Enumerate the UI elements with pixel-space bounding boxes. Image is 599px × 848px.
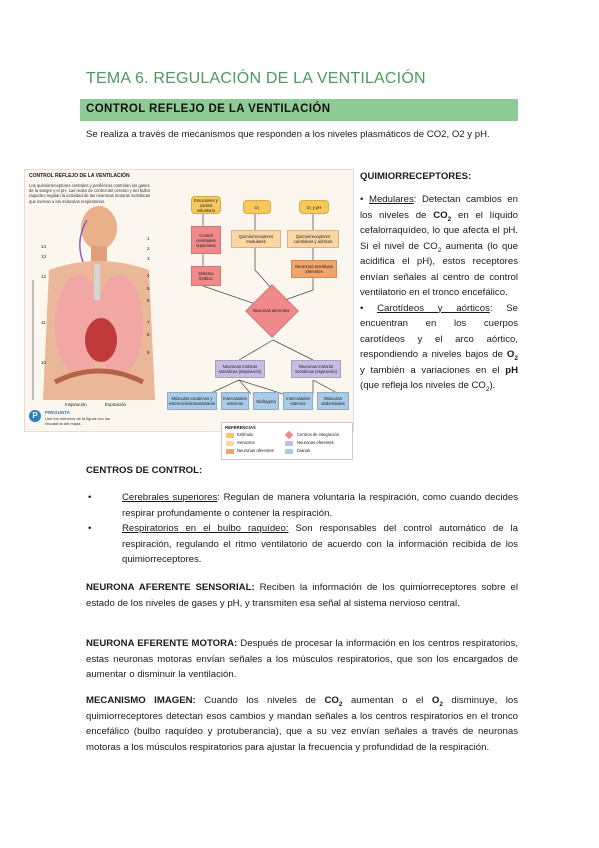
figure-legend <box>221 422 353 460</box>
centros-item-1-text: : Regulan de manera voluntaria la respiración, como cuando decides respirar profundamente o contener la respiración. <box>122 492 519 519</box>
page-title: TEMA 6. REGULACIÓN DE LA VENTILACIÓN <box>86 70 426 87</box>
quimio-heading: QUIMIORRECEPTORES: <box>360 171 472 182</box>
bullet: • <box>88 523 92 534</box>
carot-text-2: y también a variaciones en el <box>360 364 506 376</box>
label-13: 13 <box>41 254 47 259</box>
figure-title: CONTROL REFLEJO DE LA VENTILACIÓN <box>29 173 130 179</box>
mecanismo-t1: Cuando los niveles de <box>195 695 325 706</box>
centros-item-2-text: Son responsables del control automático de la respiración, regulando el ritmo ventilatorio de acuerdo con la información recibida de los quimiorreceptores. <box>122 523 518 565</box>
mecanismo-co2 <box>324 695 342 706</box>
co2-sub: 2 <box>447 215 452 223</box>
target-box-5: Músculos abdominales <box>317 392 349 410</box>
mecanismo-o2-text: O <box>431 695 440 706</box>
carot-text-4: ). <box>489 380 496 391</box>
label-4: 4 <box>147 273 150 278</box>
label-9: 9 <box>147 350 150 355</box>
legend-item-5: Neuronas eferentes <box>297 440 334 445</box>
efferent-expiration-box: Neuronas motoras somáticas (espiración) <box>291 360 341 378</box>
target-box-1: Músculos escalenos y esternocleidomastoideos <box>167 392 217 410</box>
mecanismo-o2-sub: 2 <box>439 700 443 708</box>
co2-sub-3: 2 <box>485 385 490 393</box>
ventilation-control-figure <box>24 169 354 453</box>
centros-item-2 <box>88 521 518 568</box>
limbic-system-box: Sistema límbico <box>191 266 221 286</box>
sensory-neurons-box: Neuronas sensitivas aferentes <box>291 260 337 278</box>
peripheral-chemoreceptors-box: Quimiorreceptores carotídeos y aórticos <box>287 230 339 248</box>
pregunta-title: PREGUNTA <box>45 410 70 415</box>
efferent-label: NEURONA EFERENTE MOTORA: <box>86 638 238 649</box>
centros-item-1-label: Cerebrales superiores <box>122 492 218 503</box>
o2-text: O <box>506 349 515 360</box>
ph-text: pH <box>505 364 518 376</box>
quimio-text <box>360 192 518 394</box>
mecanismo-t2: aumentan o el <box>342 695 432 706</box>
legend-item-3: Neuronas aferentes <box>237 448 274 453</box>
mecanismo-label: MECANISMO IMAGEN: <box>86 695 196 706</box>
legend-swatch-stimulus <box>226 433 234 438</box>
target-box-2: Intercostales externos <box>221 392 249 410</box>
legend-swatch-efferent <box>285 441 293 446</box>
integration-label: Neuronas aferentes <box>252 307 290 313</box>
legend-item-2: Sensores <box>237 440 255 445</box>
pregunta-icon: P <box>29 410 41 422</box>
legend-item-4: Centros de integración <box>297 432 340 437</box>
medulares-text-3: aumenta (lo que acidifica el pH), estos receptores envían señales al centro de control ventilatorio en el tronco encefálico. <box>360 240 519 298</box>
efferent-text: Después de procesar la información en los centros respiratorios, estas neuronas motoras envían señales a los músculos respiratorios, que son los encargados de aumentar o disminuir la ventilación. <box>86 638 518 680</box>
stimulus-o2: O₂ <box>243 200 271 214</box>
bullet: • <box>360 302 378 314</box>
medulares-text-1: : Detectan cambios en los niveles de <box>360 194 518 221</box>
label-8: 8 <box>147 332 150 337</box>
centros-item-2-body <box>104 521 518 568</box>
target-box-4: Intercostales internos <box>283 392 313 410</box>
bullet: • <box>360 194 369 205</box>
stimulus-o2-ph: O₂ y pH <box>299 200 329 214</box>
section-title: CONTROL REFLEJO DE LA VENTILACIÓN <box>86 103 331 115</box>
o2-sub: 2 <box>514 354 518 362</box>
carot-text-1: : Se encuentran en los cuerpos carotídeos y el arco aórtico, respondiendo a niveles bajos de <box>360 302 518 360</box>
carot-text-3: (que refleja los niveles de CO <box>360 380 486 391</box>
label-12: 12 <box>41 274 47 279</box>
label-1: 1 <box>147 236 150 241</box>
co2-text: CO <box>433 209 448 221</box>
carot-label: Carotídeos y aórticos <box>377 302 490 314</box>
mecanismo-co2-sub: 2 <box>338 700 343 708</box>
mecanismo-o2 <box>432 695 443 706</box>
central-chemoreceptors-box: Quimiorreceptores medulares <box>231 230 281 248</box>
afferent-paragraph <box>86 580 518 611</box>
quimio-carotideos <box>360 301 518 394</box>
legend-swatch-integration <box>285 431 293 439</box>
co2-sub-2: 2 <box>437 246 442 254</box>
afferent-label: NEURONA AFERENTE SENSORIAL: <box>86 582 255 593</box>
legend-swatch-targets <box>285 449 293 454</box>
intro-paragraph: Se realiza a través de mecanismos que responden a los niveles plasmáticos de CO2, O2 y pH. <box>86 129 490 140</box>
centros-item-1 <box>88 490 519 521</box>
figure-caption: Los quimiorreceptores centrales y periféricos controlan los gases de la sangre y el pH. Las redes de control del cerebro y del bulbo raquídeo regulan la actividad de las neuronas motoras somáticas que inervan a los músculos respiratorios. <box>29 183 151 204</box>
mecanismo-t3: disminuye, los quimiorreceptores detectan esos cambios y mandan señales a los centros respiratorios en el tronco encefálico (bulbo raquídeo y protuberancia), que a su vez envían señales a través de neuronas motoras a los músculos respiratorios para ajustar la frecuencia y profundidad de la respiración. <box>86 695 518 753</box>
medulares-label: Medulares <box>368 194 414 205</box>
mecanismo-paragraph <box>86 693 518 755</box>
legend-item-1: Estímulo <box>237 432 254 437</box>
legend-swatch-sensors <box>226 441 234 446</box>
centros-item-1-body <box>104 490 518 521</box>
legend-swatch-afferent <box>226 449 234 454</box>
section-header-bar <box>80 99 518 121</box>
quimio-medulares <box>360 192 518 301</box>
medulares-text-2: en el líquido cefalorraquídeo, lo que afecta el pH. Si el nivel de CO <box>360 209 518 252</box>
label-10: 10 <box>41 360 47 365</box>
label-11: 11 <box>41 320 46 325</box>
label-14: 14 <box>41 244 47 249</box>
efferent-inspiration-box: Neuronas motoras somáticas (inspiración) <box>215 360 265 378</box>
label-6: 6 <box>147 298 150 303</box>
stimulus-emotions: Emociones y control voluntario <box>191 196 221 214</box>
pregunta-text: Une los números de la figura con los recuadros del mapa. <box>45 416 110 426</box>
target-box-3: Diafragma <box>253 392 279 410</box>
bullet: • <box>88 492 92 503</box>
anatomy-illustration <box>27 200 177 410</box>
expiration-label: Espiración <box>105 402 127 407</box>
legend-item-6: Dianas <box>297 448 311 453</box>
label-2: 2 <box>147 246 150 251</box>
label-5: 5 <box>147 286 150 291</box>
efferent-paragraph <box>86 636 518 683</box>
inspiration-label: Inspiración <box>65 402 87 407</box>
o2-symbol <box>507 349 518 360</box>
mecanismo-co2-text: CO <box>324 695 339 706</box>
label-3: 3 <box>147 256 150 261</box>
centros-heading: CENTROS DE CONTROL: <box>86 465 203 476</box>
legend-title: REFERENCIAS <box>225 425 256 430</box>
afferent-text: Reciben la información de los quimiorreceptores sobre el estado de los niveles de gases y pH, y transmiten esa señal al sistema nervioso central. <box>86 582 518 609</box>
co2-symbol <box>433 210 451 221</box>
higher-centers-box: Control cerebrales superiores <box>191 226 221 254</box>
centros-item-2-label: Respiratorios en el bulbo raquídeo: <box>122 523 289 534</box>
label-7: 7 <box>147 320 150 325</box>
